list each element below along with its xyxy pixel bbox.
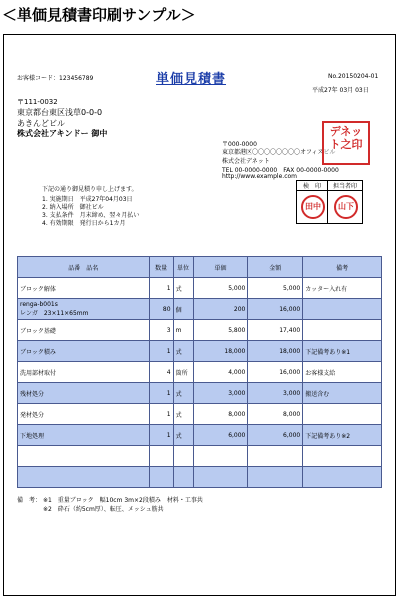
table-row xyxy=(18,299,382,320)
table-row xyxy=(18,425,382,446)
cell-unit: 式 xyxy=(173,383,193,404)
cell-qty xyxy=(149,446,173,467)
cell-amount: 16,000 xyxy=(248,299,303,320)
cell-price: 6,000 xyxy=(193,425,248,446)
cell-amount: 3,000 xyxy=(248,383,303,404)
table-row xyxy=(18,383,382,404)
issuer-postal: 〒000-0000 xyxy=(222,141,257,148)
cell-qty: 3 xyxy=(149,320,173,341)
cell-qty: 1 xyxy=(149,383,173,404)
cell-amount: 16,000 xyxy=(248,362,303,383)
cell-unit xyxy=(173,467,193,488)
cell-qty: 1 xyxy=(149,425,173,446)
cell-note: お客様支給 xyxy=(303,362,382,383)
cell-item-name xyxy=(18,467,150,488)
customer-building: あきんどビル xyxy=(17,119,65,128)
cell-price: 3,000 xyxy=(193,383,248,404)
seal-cell-inspect xyxy=(297,191,328,224)
cell-note: 搬送含む xyxy=(303,383,382,404)
cell-unit: 個 xyxy=(173,299,193,320)
issuer-company: 株式会社デネット xyxy=(222,158,270,165)
cell-unit: m xyxy=(173,320,193,341)
estimate-items-table xyxy=(17,256,382,488)
remarks-line-1: ※1 重量ブロック 幅10cm 3m×2段積み 材料・工事共 xyxy=(42,497,203,504)
remarks-line-2: ※2 砕石（約5cm厚）、転圧、メッシュ筋共 xyxy=(43,506,164,513)
cell-note: 下記備考あり※1 xyxy=(303,341,382,362)
customer-address: 東京都台東区浅草0-0-0 xyxy=(17,108,103,117)
cell-note xyxy=(303,404,382,425)
cell-amount: 17,400 xyxy=(248,320,303,341)
table-header-row xyxy=(18,257,382,278)
customer-code-label: お客様コード： xyxy=(17,75,60,82)
estimate-sheet xyxy=(3,34,396,596)
cell-price xyxy=(193,446,248,467)
cell-item-name: 下地処理 xyxy=(18,425,150,446)
col-header-note: 備考 xyxy=(303,257,382,278)
document-number: No.20150204-01 xyxy=(328,73,379,80)
cell-amount xyxy=(248,446,303,467)
table-row xyxy=(18,341,382,362)
customer-code-value: 123456789 xyxy=(59,75,94,82)
cell-item-name: 発材処分 xyxy=(18,404,150,425)
cell-qty: 1 xyxy=(149,404,173,425)
cell-amount: 6,000 xyxy=(248,425,303,446)
col-header-unit: 単位 xyxy=(173,257,193,278)
cell-amount xyxy=(248,467,303,488)
issuer-tel-value: TEL 00-0000-0000 xyxy=(222,167,278,174)
cell-price: 18,000 xyxy=(193,341,248,362)
seal-cell-staff xyxy=(328,191,363,224)
issuer-url: http://www.example.com xyxy=(222,173,298,180)
cell-item-name: 残材処分 xyxy=(18,383,150,404)
intro-lead: 下記の通り御見積り申し上げます。 xyxy=(42,186,138,193)
cell-price xyxy=(193,467,248,488)
cell-amount: 18,000 xyxy=(248,341,303,362)
table-row xyxy=(18,404,382,425)
cell-amount: 5,000 xyxy=(248,278,303,299)
cell-unit: 式 xyxy=(173,278,193,299)
table-row xyxy=(18,362,382,383)
table-row xyxy=(18,320,382,341)
cell-item-name: 洗用部材取付 xyxy=(18,362,150,383)
document-title: 単価見積書 xyxy=(156,72,227,87)
cell-note: カッター入れ有 xyxy=(303,278,382,299)
cell-price: 5,800 xyxy=(193,320,248,341)
col-header-price: 単価 xyxy=(193,257,248,278)
seal-header-staff: 担当者印 xyxy=(328,181,363,191)
intro-line-4: 4. 有効期限 発行日から1カ月 xyxy=(42,220,126,227)
cell-item-name: ブロック解体 xyxy=(18,278,150,299)
cell-qty: 1 xyxy=(149,278,173,299)
document-date: 平成27年 03月 03日 xyxy=(312,87,369,94)
cell-note xyxy=(303,320,382,341)
customer-postal: 〒111-0032 xyxy=(17,98,58,106)
cell-unit: 式 xyxy=(173,425,193,446)
intro-line-3: 3. 支払条件 月末締め、翌々月払い xyxy=(42,212,140,219)
cell-qty xyxy=(149,467,173,488)
company-seal-stamp xyxy=(322,121,370,165)
cell-item-name: renga-b001s レンガ 23×11×65mm xyxy=(18,299,150,320)
cell-unit xyxy=(173,446,193,467)
cell-item-name xyxy=(18,446,150,467)
cell-note xyxy=(303,446,382,467)
table-row xyxy=(18,278,382,299)
table-row xyxy=(18,467,382,488)
col-header-amount: 金額 xyxy=(248,257,303,278)
remarks-label: 備 考： xyxy=(17,497,42,504)
customer-name: 株式会社アキンドー 御中 xyxy=(17,129,108,138)
page-heading: ＜単価見積書印刷サンプル＞ xyxy=(2,6,196,24)
cell-price: 8,000 xyxy=(193,404,248,425)
cell-unit: 箇所 xyxy=(173,362,193,383)
cell-qty: 1 xyxy=(149,341,173,362)
col-header-qty: 数量 xyxy=(149,257,173,278)
cell-price: 5,000 xyxy=(193,278,248,299)
cell-note: 下記備考あり※2 xyxy=(303,425,382,446)
cell-unit: 式 xyxy=(173,404,193,425)
table-row xyxy=(18,446,382,467)
company-seal-text: デネット之印 xyxy=(329,125,363,151)
cell-note xyxy=(303,299,382,320)
customer-code xyxy=(17,73,93,82)
cell-qty: 80 xyxy=(149,299,173,320)
cell-unit: 式 xyxy=(173,341,193,362)
cell-note xyxy=(303,467,382,488)
cell-item-name: ブロック基礎 xyxy=(18,320,150,341)
inspect-seal-tanaka: 田中 xyxy=(301,195,325,219)
intro-line-2: 2. 納入場所 御社ビル xyxy=(42,204,104,211)
cell-item-name: ブロック積み xyxy=(18,341,150,362)
remarks xyxy=(17,496,203,514)
cell-amount: 8,000 xyxy=(248,404,303,425)
seal-header-inspect: 検 印 xyxy=(297,181,328,191)
cell-price: 4,000 xyxy=(193,362,248,383)
col-header-name: 品番 品名 xyxy=(18,257,150,278)
cell-price: 200 xyxy=(193,299,248,320)
intro-line-1: 1. 実施期日 平成27年04月03日 xyxy=(42,196,133,203)
issuer-fax-value: FAX 00-0000-0000 xyxy=(283,167,339,174)
staff-seal-yamashita: 山下 xyxy=(334,195,358,219)
issuer-address: 東京都港区〇〇〇〇〇〇〇〇オフィスビル xyxy=(222,149,336,156)
approval-seal-box xyxy=(296,180,363,224)
cell-qty: 4 xyxy=(149,362,173,383)
